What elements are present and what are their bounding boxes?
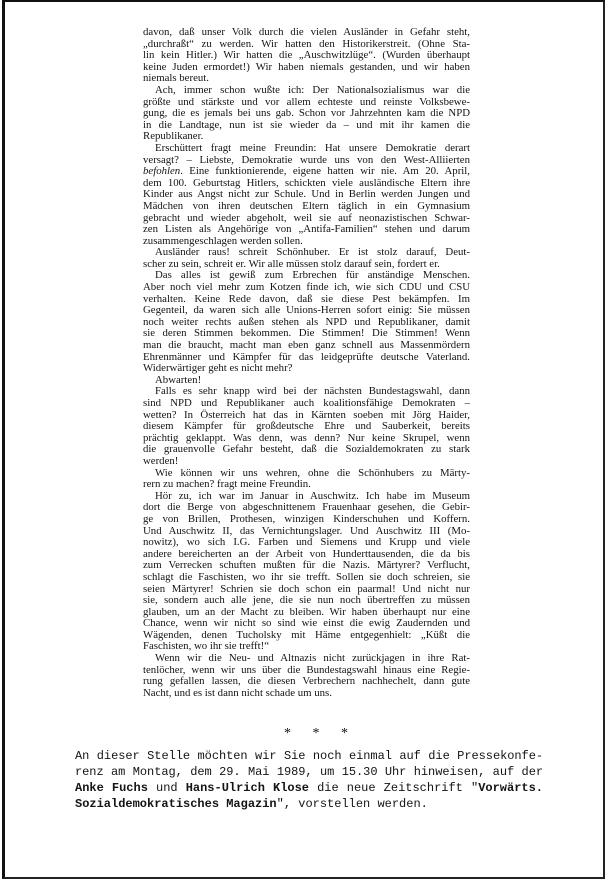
bold-text: Sozialdemokratisches Magazin	[75, 797, 277, 811]
text-line: keine Juden ermordet!) Wir haben niemals gestanden, und wir haben	[143, 60, 470, 73]
text-line: tenlöcher, wenn wir uns über die Bundestagswahl hinaus eine Regie-	[143, 663, 470, 676]
text-line: dem 100. Geburtstag Hitlers, schickten viele ausländische Eltern ihre	[143, 176, 470, 189]
text-segment: ", vorstellen werden.	[276, 797, 428, 811]
text-line: Gegenteil, da waren sich alle Unions-Herren sofort einig: Sie müssen	[143, 304, 470, 317]
italic-text: befohlen	[143, 165, 181, 178]
text-line: Faschisten, wo ihr sie trefft!“	[143, 640, 270, 653]
text-line: diesem Kämpfer für großdeutsche Ehre und Sauberkeit, bereits	[143, 420, 470, 433]
separator-asterisk: *	[284, 726, 291, 741]
text-line: scher zu sein, schreit er. Wir alle müssen stolz darauf sein, fordert er.	[143, 257, 440, 270]
text-line: zen Listen als Angehörige von „Antifa-Familien“ stehen und darum	[143, 223, 470, 236]
text-line: man die braucht, macht man eben ganz schnell aus Massenmördern	[143, 339, 470, 352]
text-line: sie deren Stimmen bekommen. Die Stimmen! Die Stimmen! Wenn	[143, 327, 470, 340]
text-line: wetten? In Österreich hat das in Kärnten soeben mit Jörg Haider,	[143, 408, 470, 421]
paragraph	[143, 386, 470, 467]
paragraph	[143, 85, 470, 143]
paragraph	[143, 247, 470, 270]
text-line	[75, 780, 543, 796]
paragraph	[143, 27, 470, 85]
text-line: rern zu machen? fragt meine Freundin.	[143, 478, 311, 491]
text-line: verhalten. Keine Rede davon, daß sie diese Pest bekämpfen. Im	[143, 292, 470, 305]
separator-asterisk: *	[341, 726, 348, 741]
text-line: Ehrenmänner und Kämpfer für das leidgeprüfte deutsche Vaterland.	[143, 350, 470, 363]
text-line: Chance, wenn wir nicht so sind wie einst die ewig Zaudernden und	[143, 617, 470, 630]
text-line: in die Landtage, nun ist sie wieder da – und mit ihr kamen die	[143, 118, 470, 131]
bold-text: Vorwärts.	[478, 781, 543, 795]
text-line: glauben, um an der Macht zu bleiben. Wir haben überhaupt nur eine	[143, 605, 470, 618]
text-line: zum Verrecken schuften mußten für die Nazis. Märtyrer? Verflucht,	[143, 559, 470, 572]
paragraph	[143, 468, 470, 491]
text-line: Wägenden, denen Tucholsky mit Häme entgegenhielt: „Küßt die	[143, 628, 470, 641]
text-line: zusammengeschlagen werden sollen.	[143, 234, 303, 247]
text-line: ge von Brillen, Prothesen, winzigen Kinderschuhen und Koffern.	[143, 512, 470, 525]
text-line: gebracht und wieder abgeholt, weil sie auf neonazistischen Schwar-	[143, 211, 470, 224]
text-line: größte und stärkste und vor allem echteste und reinste Volksbewe-	[143, 95, 470, 108]
paragraph	[143, 270, 470, 374]
text-line: Mädchen von ihren deutschen Eltern täglich in ein Gymnasium	[143, 199, 470, 212]
text-line: dort die Berge von abgeschnittenem Frauenhaar gesehen, die Gebir-	[143, 501, 470, 514]
text-line: Widerwärtiger geht es nicht mehr?	[143, 362, 293, 375]
bold-text: Anke Fuchs	[75, 781, 148, 795]
text-segment: . Eine funktionierende, eigene hatten wir nie. Am 20. April,	[180, 165, 470, 178]
text-line: werden!	[143, 454, 179, 467]
text-line: gung, die es jemals bei uns gab. Schon vor Jahrzehnten kam die NPD	[143, 107, 470, 120]
text-segment: die neue Zeitschrift "	[309, 781, 479, 795]
text-line: Ach, immer schon wußte ich: Der Nationalsozialismus war die	[155, 83, 470, 96]
text-line: nowitz), wo sich I.G. Farben und Siemens und Krupp und viele	[143, 536, 470, 549]
text-line: Erschüttert fragt meine Freundin: Hat unsere Demokratie derart	[155, 141, 470, 154]
text-line: Ausländer raus! schreit Schönhuber. Er ist stolz darauf, Deut-	[155, 246, 470, 259]
text-line: Kinder aus Angst nicht zur Schule. Und in Berlin werden Jungen und	[143, 188, 470, 201]
paragraph	[75, 748, 543, 812]
text-line: prächtig geklappt. Was denn, was denn? Nur keine Skrupel, wenn	[143, 431, 470, 444]
paragraph	[143, 491, 470, 653]
text-line: Aber noch viel mehr zum Kotzen finde ich, wie sich CDU und CSU	[143, 281, 470, 294]
text-line	[75, 796, 543, 812]
text-line: Das alles ist gewiß zum Erbrechen für anständige Menschen.	[155, 269, 470, 282]
text-line: sie, sondern auch alle jene, die sie nun noch übertreffen zu müssen	[143, 594, 470, 607]
text-line: seien Märtyrer! Schrien sie doch schon ein paarmal! Und nicht nur	[143, 582, 470, 595]
text-line: rung gefallen lassen, die diesen Verbrechern nachhechelt, dann gute	[143, 675, 470, 688]
bold-text: Hans-Ulrich Klose	[185, 781, 309, 795]
text-line: noch weiter rechts außen stehen als NPD und Republikaner, damit	[143, 315, 470, 328]
separator-asterisk: *	[312, 726, 320, 741]
article-text	[143, 27, 470, 699]
text-line: An dieser Stelle möchten wir Sie noch einmal auf die Pressekonfe-	[75, 749, 543, 763]
text-line: Abwarten!	[155, 373, 202, 386]
press-conference-notice	[75, 748, 543, 812]
text-line: Und Auschwitz II, das Vernichtungslager. Und Auschwitz III (Mo-	[143, 524, 470, 537]
text-line: Republikaner.	[143, 130, 204, 143]
text-line: „durchraßt“ zu werden. Wir hatten den Historikerstreit. (Ohne Sta-	[143, 37, 470, 50]
text-segment: und	[147, 781, 186, 795]
text-line: versagt? – Liebste, Demokratie wurde uns von den West-Alliierten	[143, 153, 470, 166]
paragraph	[143, 143, 470, 247]
text-line: lin kein Hitler.) Wir hatten die „Auschwitzlüge“. (Wurden überhaupt	[143, 49, 470, 62]
text-line: renz am Montag, dem 29. Mai 1989, um 15.30 Uhr hinweisen, auf der	[75, 765, 543, 779]
text-line: Wenn wir die Neu- und Altnazis nicht zurückjagen in ihre Rat-	[155, 652, 470, 665]
paragraph	[143, 653, 470, 699]
text-line: Wie können wir uns wehren, ohne die Schönhubers zu Märty-	[155, 466, 470, 479]
text-line	[143, 166, 470, 178]
text-line: niemals bereut.	[143, 72, 209, 85]
section-separator	[284, 726, 348, 742]
text-line: andere bereicherten an der Arbeit von Hunderttausenden, die da bis	[143, 547, 470, 560]
text-line: Falls es sehr knapp wird bei der nächsten Bundestagswahl, dann	[155, 385, 470, 398]
text-line: Nacht, und es ist dann nicht schade um uns.	[143, 686, 332, 699]
text-line: die grauenvolle Gefahr besteht, daß die Sozialdemokraten zu stark	[143, 443, 470, 456]
text-line: schlagt die Faschisten, wo ihr sie trefft. Sollen sie doch schreien, sie	[143, 570, 470, 583]
text-line: Hör zu, ich war im Januar in Auschwitz. Ich habe im Museum	[155, 489, 470, 502]
text-line: sind NPD und Republikaner auch koalitionsfähige Demokraten –	[143, 397, 470, 409]
text-line: davon, daß unser Volk durch die vielen Ausländer in Gefahr steht,	[143, 26, 470, 38]
